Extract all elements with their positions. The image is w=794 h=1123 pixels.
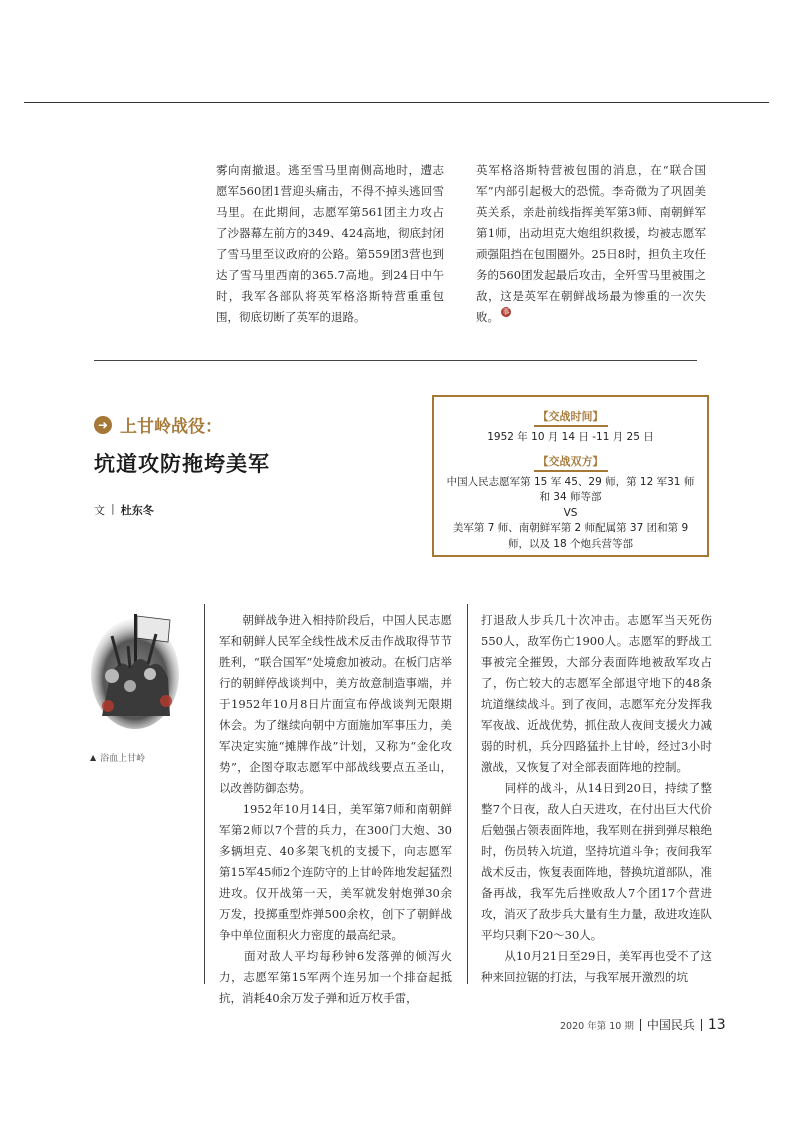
end-mark-icon: 事 — [502, 308, 510, 316]
byline — [94, 502, 154, 518]
battle-time-value: 1952 年 10 月 14 日 -11 月 25 日 — [487, 431, 654, 443]
top-left-paragraph: 雾向南撤退。逃至雪马里南侧高地时，遭志愿军560团1营迎头痛击，不得不掉头逃回雪马里。在此期间，志愿军第561团主力攻占了沙器幕左前方的349、424高地，彻底封闭了雪马里至议政府的公路。第559团3营也到达了雪马里西南的365.7高地。到24日中午时，我军各部队将英军格洛斯特营重重包围，彻底切断了英军的退路。 — [216, 163, 444, 324]
body-column-right: 打退敌人步兵几十次冲击。志愿军当天死伤550人，敌军伤亡1900人。志愿军的野战工事被完全摧毁，大部分表面阵地被敌军攻占了，伤亡较大的志愿军全部退守地下的48条坑道继续战斗。到了夜间，志愿军充分发挥我军夜战、近战优势，抓住敌人夜间支援火力减弱的时机，兵分四路猛扑上甘岭，经过3小时激战，又恢复了对全部表面阵地的控制。 同样的战斗，从14日到20日，持续了整整7个日夜，敌人白天进攻，在付出巨大代价后勉强占领表面阵地，我军则在拼到弹尽粮绝时，伤员转入坑道，坚持坑道斗争；夜间我军战术反击，恢复表面阵地，替换坑道部队，准备再战，我军先后挫败敌人7个团17个营进攻，消灭了敌步兵大量有生力量，敌进攻连队平均只剩下20～30人。 从10月21日至29日，美军再也受不了这种来回拉锯的打法，与我军展开激烈的坑 — [481, 613, 712, 984]
footer-divider — [640, 1019, 641, 1031]
battle-info-box — [432, 395, 709, 557]
top-right-paragraph — [476, 160, 706, 328]
photo-caption — [90, 751, 145, 764]
side-b-text: 美军第 7 师、南朝鲜军第 2 师配属第 37 团和第 9 师，以及 18 个炮兵营等部 — [452, 522, 689, 550]
column-rule-middle — [467, 604, 468, 984]
byline-label: 文 — [94, 504, 105, 517]
triangle-up-icon: ▲ — [90, 753, 97, 762]
arrow-right-icon: ➜ — [94, 416, 112, 434]
column-rule-left — [204, 604, 205, 984]
top-right-text: 英军格洛斯特营被包围的消息，在“联合国军”内部引起极大的恐慌。李奇微为了巩固美英关系，亲赴前线指挥美军第3师、南朝鲜军第1师，出动坦克大炮组织救援，均被志愿军顽强阻挡在包围圈外。25日8时，担负主攻任务的560团发起最后攻击，全歼雪马里被围之敌，这是英军在朝鲜战场最为惨重的一次失败。 — [476, 163, 706, 324]
magazine-name: 中国民兵 — [646, 1018, 695, 1032]
versus-text: VS — [563, 506, 578, 519]
section-divider — [94, 360, 697, 361]
top-rule — [24, 102, 769, 103]
section-kicker — [94, 412, 222, 437]
body-column-left: 朝鲜战争进入相持阶段后，中国人民志愿军和朝鲜人民军全线性战术反击作战取得节节胜利，“联合国军”处境愈加被动。在板门店举行的朝鲜停战谈判中，美方故意制造事端，并于1952年10月8日片面宣布停战谈判无限期休会。为了继续向朝中方面施加军事压力，美军决定实施“摊牌作战”计划，又称为“金化攻势”，企图夺取志愿军中部战线要点五圣山，以改善防御态势。 1952年10月14日，美军第7师和南朝鲜军第2师以7个营的兵力，在300门大炮、30多辆坦克、40多架飞机的支援下，向志愿军第15军45师2个连防守的上甘岭阵地发起猛烈进攻。仅开战第一天，美军就发射炮弹30余万发，投掷重型炸弹500余枚，创下了朝鲜战争中单位面积火力密度的最高纪录。 面对敌人平均每秒钟6发落弹的倾泻火力，志愿军第15军两个连另加一个排奋起抵抗，消耗40余万发子弹和近万枚手雷， — [219, 613, 452, 1005]
battle-sides-label: 【交战双方】 — [534, 453, 608, 472]
battle-photo — [90, 606, 180, 731]
battle-time-label: 【交战时间】 — [534, 408, 608, 427]
kicker-text: 上甘岭战役： — [120, 417, 222, 437]
article-headline: 坑道攻防拖垮美军 — [94, 452, 270, 476]
page-footer — [560, 1016, 726, 1033]
footer-divider-2 — [701, 1019, 702, 1031]
page-number: 13 — [707, 1016, 726, 1033]
byline-separator: | — [111, 502, 115, 515]
issue-label: 2020 年第 10 期 — [560, 1020, 634, 1032]
photo-caption-text: 浴血上甘岭 — [100, 754, 146, 764]
byline-author: 杜东冬 — [120, 504, 154, 517]
side-a-text: 中国人民志愿军第 15 军 45、29 师，第 12 军31 师和 34 师等部 — [446, 475, 695, 503]
